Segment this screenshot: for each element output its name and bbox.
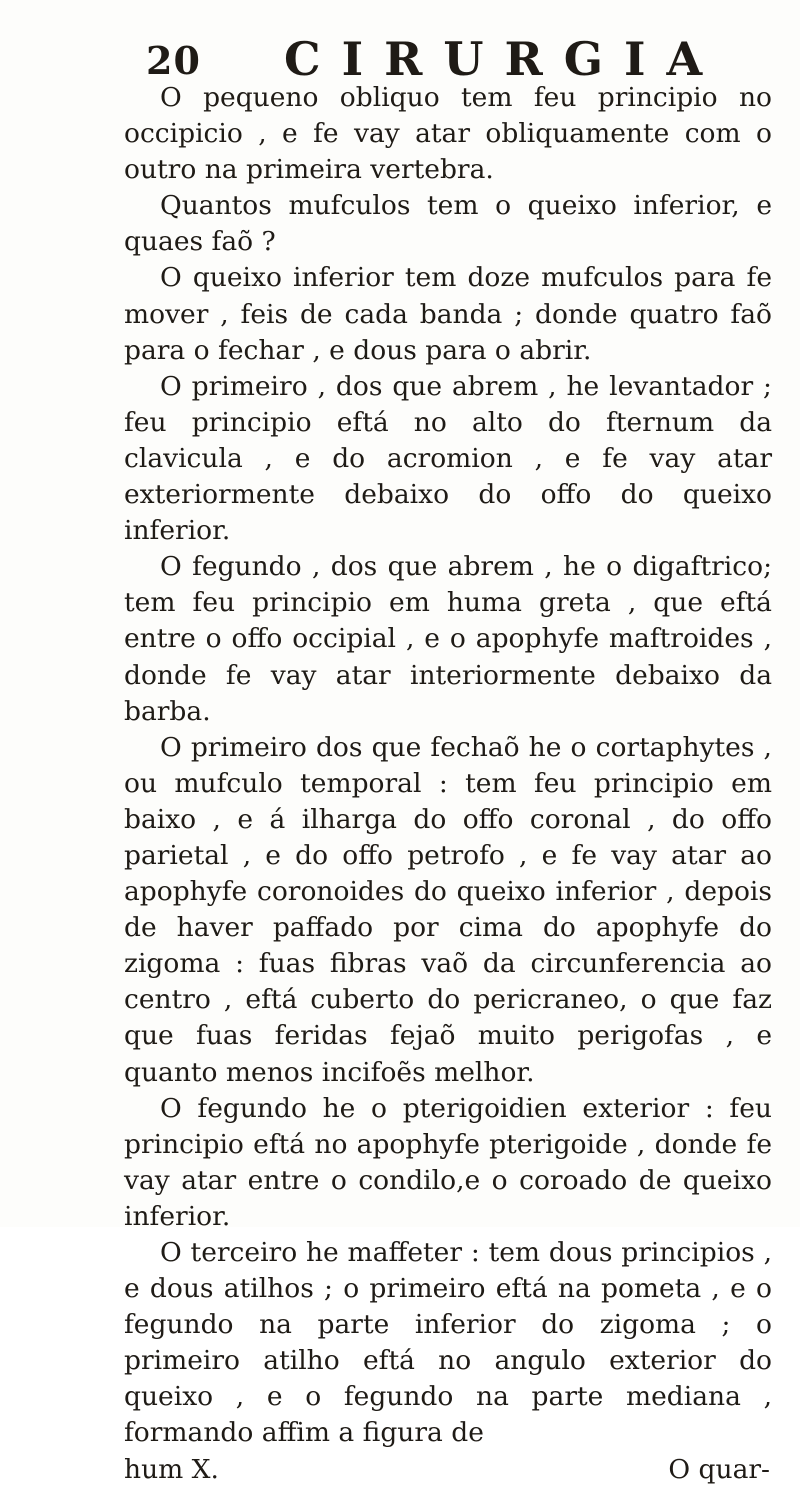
running-head: CIRURGIA: [284, 32, 724, 86]
page-number: 20: [146, 38, 201, 83]
page-header: [0, 28, 800, 88]
paragraph: O fegundo , dos que abrem , he o digaftrico; tem feu principio em huma greta , que eftá entre o offo occipial , e o apophyfe maftroides , donde fe vay atar interiormente debaixo da barba.: [124, 551, 772, 727]
paragraph: Quantos mufculos tem o queixo inferior, e quaes faõ ?: [124, 190, 772, 258]
body-text: [124, 80, 772, 1488]
catchword: O quar-: [668, 1453, 770, 1485]
final-line: [124, 1452, 772, 1488]
paragraph: O terceiro he maffeter : tem dous principios , e dous atilhos ; o primeiro eftá na pometa , e o fegundo na parte inferior do zigoma ; o primeiro atilho eftá no angulo exterior do queixo , e o fegundo na parte mediana , formando affim a figura de: [124, 1237, 772, 1449]
paragraph: O primeiro , dos que abrem , he levantador ; feu principio eftá no alto do fternum da clavicula , e do acromion , e fe vay atar exteriormente debaixo do offo do queixo inferior.: [124, 370, 772, 547]
paragraph: O fegundo he o pterigoidien exterior : feu principio eftá no apophyfe pterigoide , donde fe vay atar entre o condilo,e o coroado de queixo inferior.: [124, 1092, 772, 1232]
paragraph: O primeiro dos que fechaõ he o cortaphytes , ou mufculo temporal : tem feu principio em baixo , e á ilharga do offo coronal , do offo parietal , e do offo petrofo , e fe vay atar ao apophyfe coronoides do queixo inferior , depois de haver paffado por cima do apophyfe do zigoma : fuas fibras vaõ da circunferencia ao centro , eftá cuberto do pericraneo, o que faz que fuas feridas fejaõ muito perigofas , e quanto menos incifoẽs melhor.: [124, 731, 772, 1088]
paragraph: O queixo inferior tem doze mufculos para fe mover , feis de cada banda ; donde quatro faõ para o fechar , e dous para o abrir.: [124, 262, 772, 366]
paragraph: O pequeno obliquo tem feu principio no occipicio , e fe vay atar obliquamente com o outro na primeira vertebra.: [124, 82, 772, 186]
final-line-text: hum X.: [124, 1453, 219, 1485]
